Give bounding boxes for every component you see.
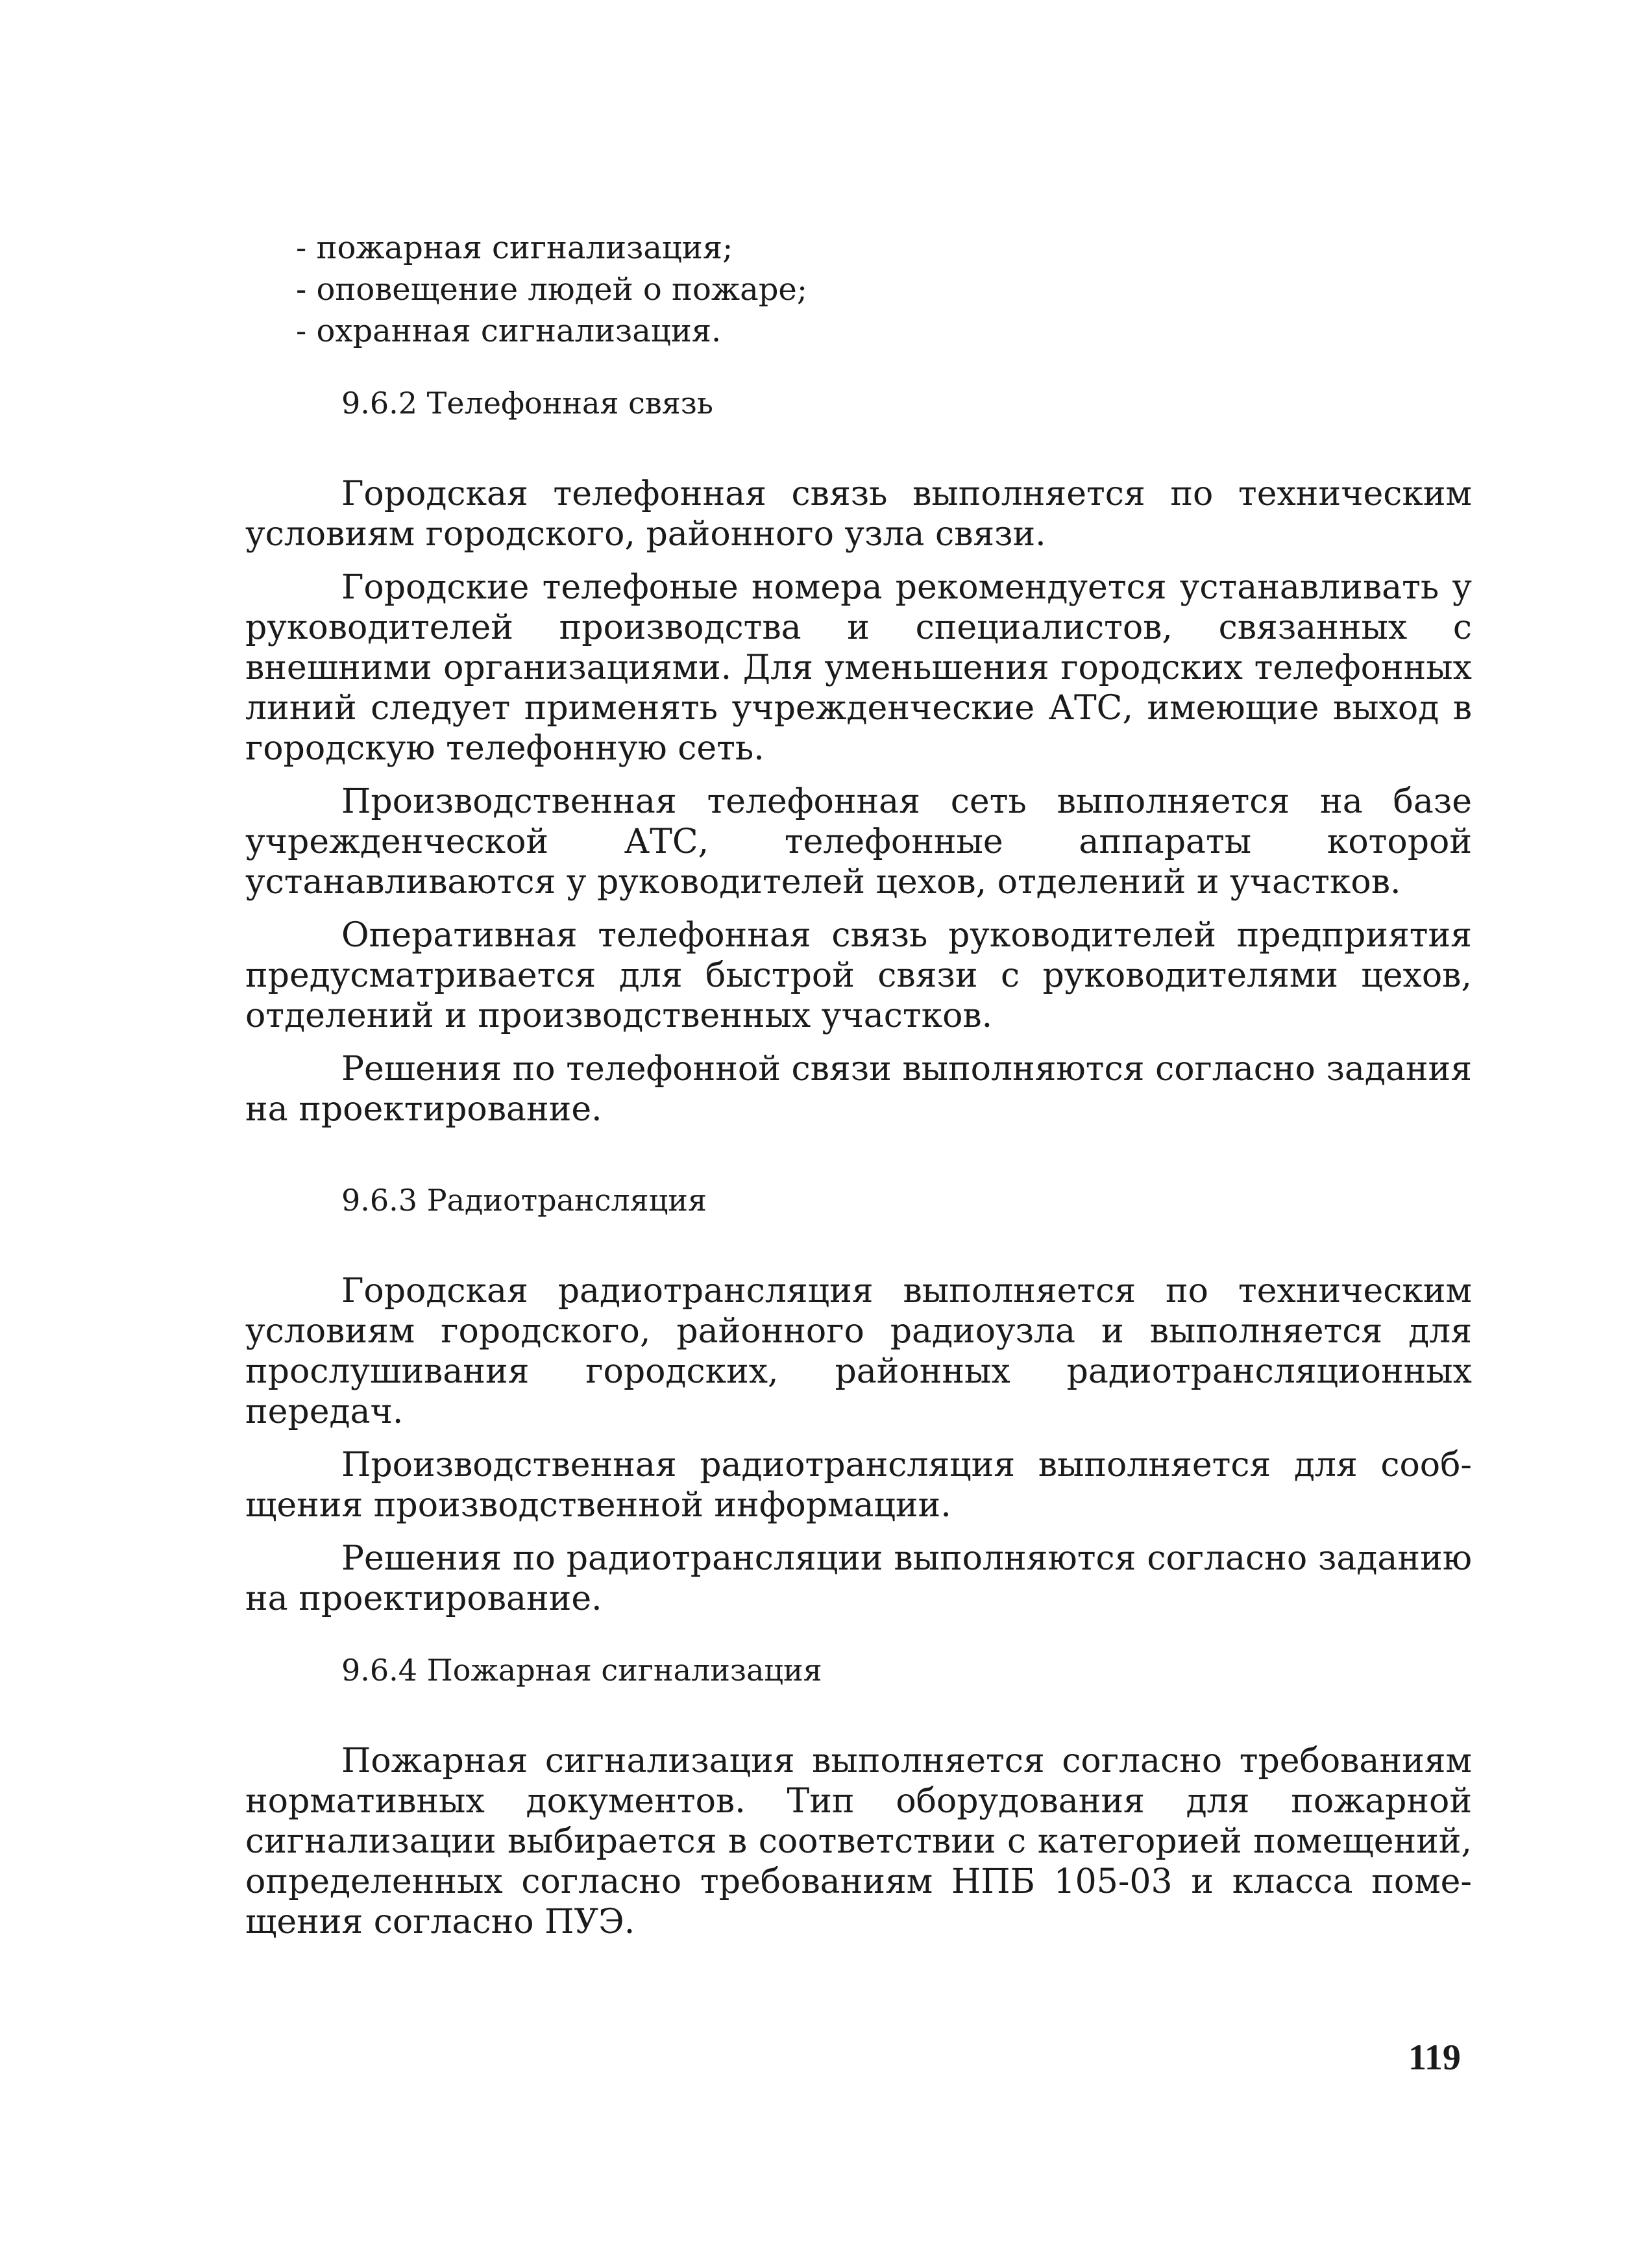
page-number: 119: [1408, 2038, 1461, 2078]
paragraph: Решения по радиотрансляции выполняются согласно заданию на проектирование.: [245, 1539, 1472, 1618]
section-heading: 9.6.4 Пожарная сигнализация: [341, 1653, 822, 1688]
paragraph: Городская радиотрансляция выполняется по техническим условиям городского, районного радиоузла и выполняется для прослушивания городских, районных радиотрансляционных передач.: [245, 1272, 1472, 1431]
section-heading: 9.6.3 Радиотрансляция: [341, 1183, 707, 1218]
section-radio: [245, 1180, 1472, 1619]
paragraph: Производственная телефонная сеть выполняется на базе учрежденческой АТС, телефонные аппараты которой устанавливаются у руководителей цехов, отделений и участков.: [245, 782, 1472, 902]
bullet-list: [245, 227, 1472, 352]
paragraph: Городские телефоные номера рекомендуется устанавливать у руководителей производства и специалистов, связанных с внешними организациями. Для уменьшения городских телефонных линий следует применять учрежденческие АТС, имеющие выход в городскую телефонную сеть.: [245, 568, 1472, 768]
list-item: - оповещение людей о пожаре;: [296, 271, 807, 308]
section-fire-alarm: [245, 1650, 1472, 1942]
list-item: - охранная сигнализация.: [296, 313, 722, 349]
paragraph: Оперативная телефонная связь руководителей предприятия предусматривается для быстрой связи с руководителями цехов, отделений и производственных участков.: [245, 916, 1472, 1035]
paragraph: Решения по телефонной связи выполняются согласно задания на проектирование.: [245, 1050, 1472, 1129]
page-body: [245, 227, 1472, 1942]
list-item: - пожарная сигнализация;: [296, 230, 733, 266]
section-telephone: [245, 383, 1472, 1129]
paragraph: Пожарная сигнализация выполняется согласно требованиям нормативных документов. Тип оборудования для пожарной сигнализации выбирается в соответствии с категорией помещений, определенных согласно требованиям НПБ 105-03 и класса помещения согласно ПУЭ.: [245, 1742, 1472, 1941]
section-heading: 9.6.2 Телефонная связь: [341, 386, 713, 421]
paragraph: Производственная радиотрансляция выполняется для сообщения производственной информации.: [245, 1446, 1472, 1525]
paragraph: Городская телефонная связь выполняется по техническим условиям городского, районного узла связи.: [245, 475, 1472, 554]
